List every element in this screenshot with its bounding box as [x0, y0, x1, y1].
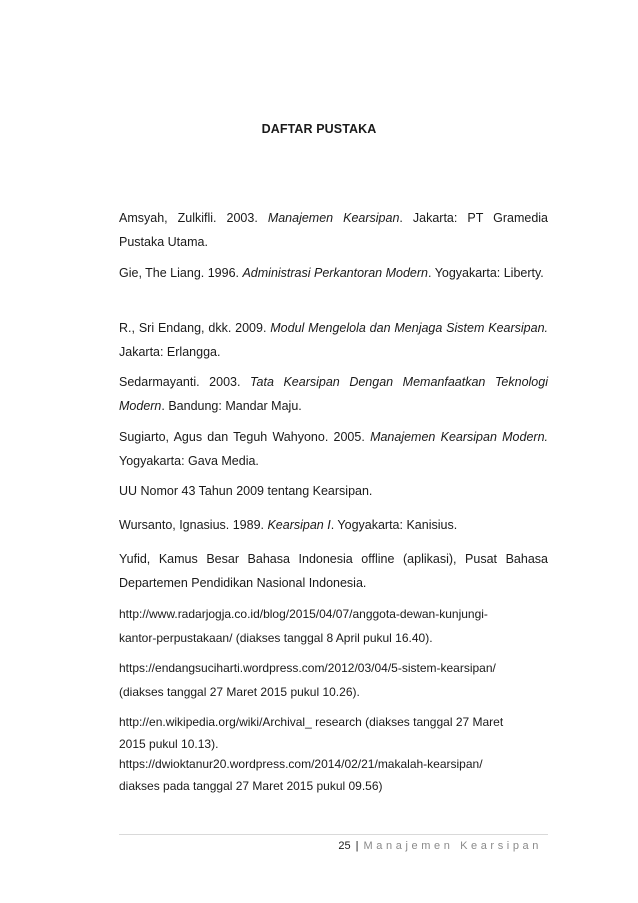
reference-author: Sugiarto, Agus dan Teguh Wahyono. 2005. [119, 430, 371, 444]
reference-author: Gie, The Liang. 1996. [119, 266, 243, 280]
reference-sedarmayanti [119, 370, 548, 418]
footer-title: Manajemen Kearsipan [363, 840, 542, 852]
page-number: 25 [338, 840, 351, 852]
reference-access-date: kantor-perpustakaan/ (diakses tanggal 8 April pukul 16.40). [119, 631, 433, 645]
page-title: DAFTAR PUSTAKA [261, 122, 377, 136]
reference-uu-43-2009: UU Nomor 43 Tahun 2009 tentang Kearsipan. [119, 484, 373, 498]
reference-publisher: Yogyakarta: Gava Media. [119, 454, 259, 468]
page-footer [338, 840, 542, 852]
reference-title: Manajemen Kearsipan Modern. [370, 430, 548, 444]
reference-title: Administrasi Perkantoran Modern [242, 266, 428, 280]
reference-sugiarto [119, 425, 548, 473]
reference-title: Kearsipan I [267, 518, 331, 532]
reference-wursanto [119, 513, 548, 537]
reference-url: https://endangsuciharti.wordpress.com/2012/03/04/5-sistem-kearsipan/ [119, 661, 496, 675]
reference-author: R., Sri Endang, dkk. 2009. [119, 321, 271, 335]
reference-publisher: Jakarta: Erlangga. [119, 345, 221, 359]
reference-author: Sedarmayanti. 2003. [119, 375, 251, 389]
reference-radarjogja [119, 602, 548, 650]
reference-title: Tata Kearsipan Dengan Memanfaatkan Teknologi Modern [119, 375, 548, 413]
reference-author: Amsyah, Zulkifli. 2003. [119, 211, 268, 225]
reference-url: http://en.wikipedia.org/wiki/Archival_ research (diakses tanggal 27 Maret [119, 715, 504, 729]
reference-amsyah [119, 206, 548, 254]
reference-url-dwioktanur: https://dwioktanur20.wordpress.com/2014/02/21/makalah-kearsipan/ [119, 757, 483, 771]
reference-sri-endang [119, 316, 548, 364]
footer-divider [119, 834, 548, 835]
reference-publisher: . Jakarta: PT Gramedia Pustaka Utama. [119, 211, 548, 249]
reference-access-date-dwioktanur: diakses pada tanggal 27 Maret 2015 pukul 09.56) [119, 779, 383, 793]
reference-gie [119, 261, 548, 285]
reference-publisher: . Yogyakarta: Liberty. [427, 266, 544, 280]
reference-url: http://www.radarjogja.co.id/blog/2015/04/07/anggota-dewan-kunjungi- [119, 607, 488, 621]
reference-yufid: Yufid, Kamus Besar Bahasa Indonesia offline (aplikasi), Pusat Bahasa Departemen Pendidikan Nasional Indonesia. [119, 552, 548, 590]
footer-separator: | [355, 840, 359, 852]
reference-title: Manajemen Kearsipan [267, 211, 400, 225]
reference-publisher: . Bandung: Mandar Maju. [161, 399, 302, 413]
reference-wikipedia [119, 710, 548, 798]
reference-title: Modul Mengelola dan Menjaga Sistem Kearsipan. [270, 321, 548, 335]
reference-author: Wursanto, Ignasius. 1989. [119, 518, 268, 532]
reference-access-date: 2015 pukul 10.13). [119, 737, 219, 751]
reference-endangsuciharti [119, 656, 548, 704]
reference-access-date: (diakses tanggal 27 Maret 2015 pukul 10.26). [119, 685, 360, 699]
reference-publisher: . Yogyakarta: Kanisius. [330, 518, 458, 532]
